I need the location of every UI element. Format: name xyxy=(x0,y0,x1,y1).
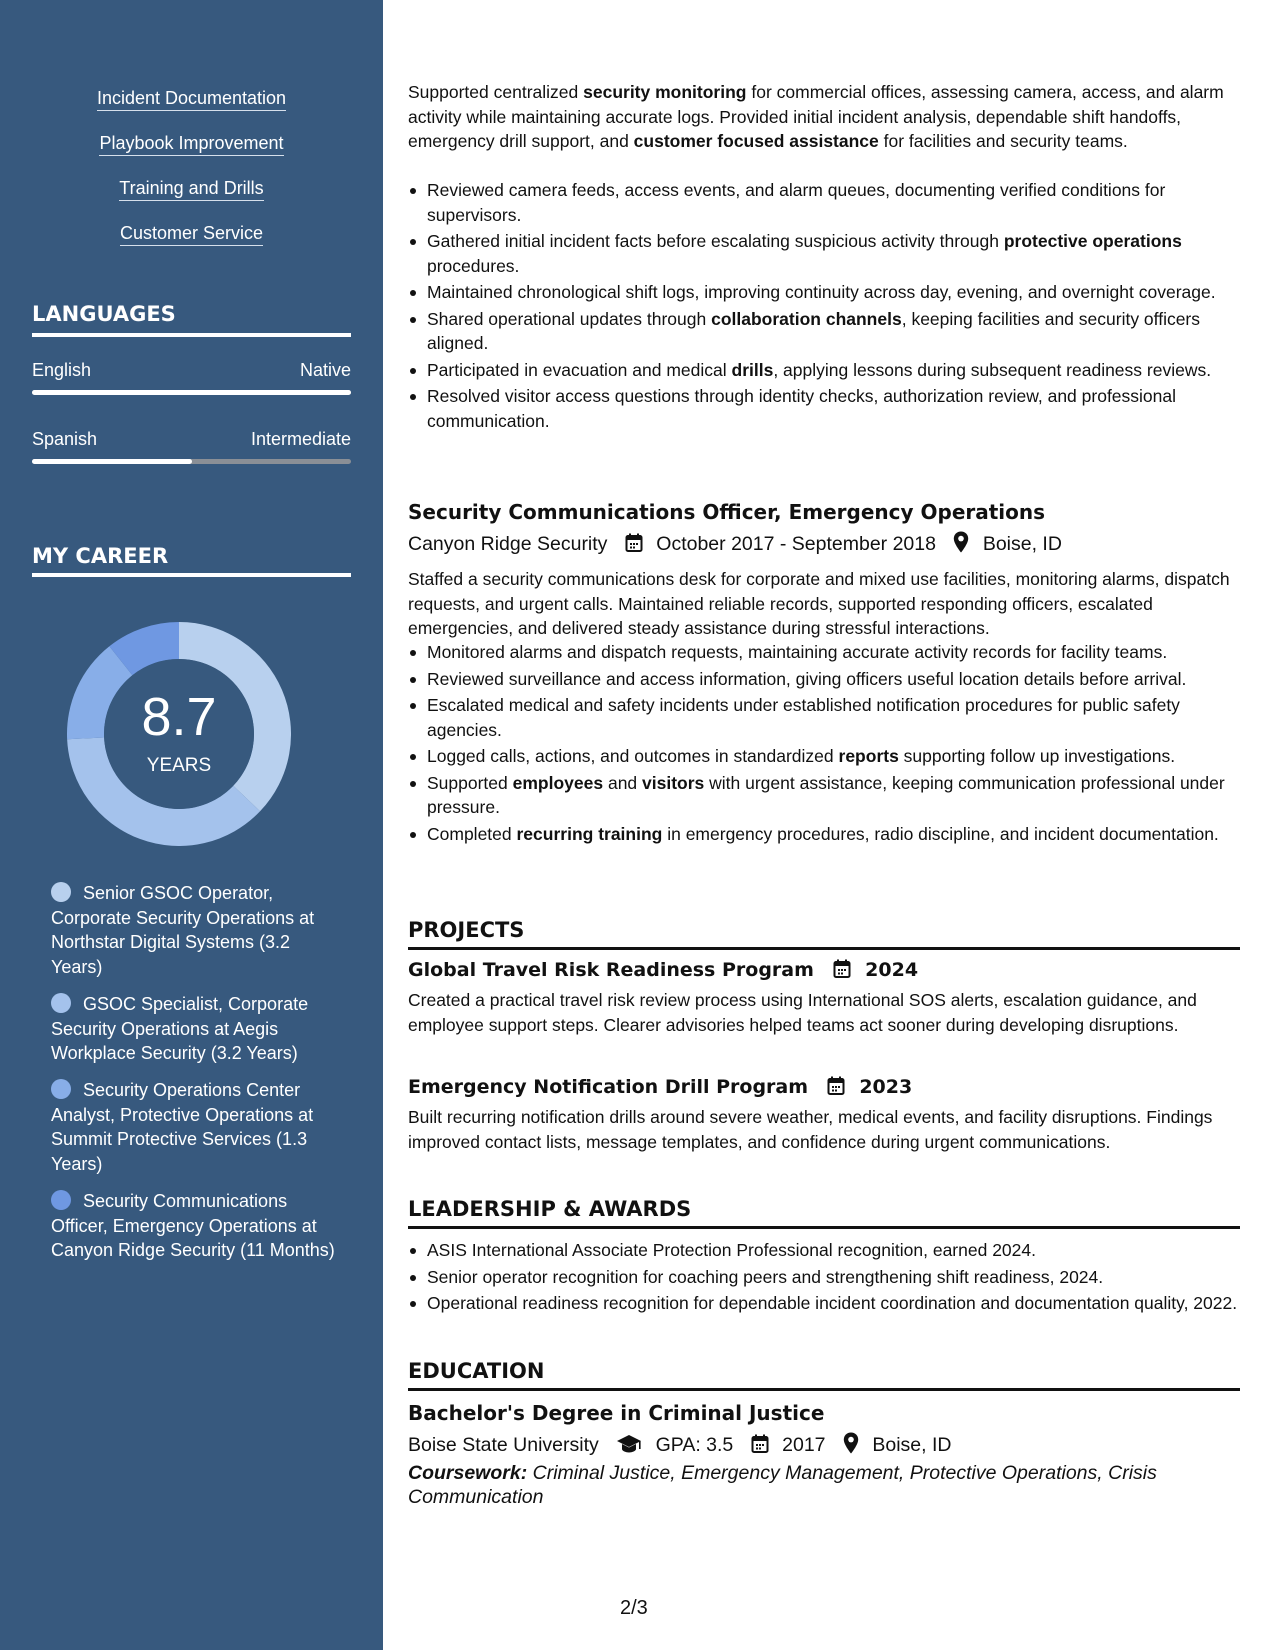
coursework-label: Coursework: xyxy=(408,1462,528,1484)
bullet-item: Escalated medical and safety incidents under established notification procedures for public safety agencies. xyxy=(408,693,1240,742)
career-item-text: GSOC Specialist, Corporate Security Operations at Aegis Workplace Security (3.2 Years) xyxy=(51,994,309,1063)
page-number: 2/3 xyxy=(620,1597,648,1619)
job-dates: October 2017 - September 2018 xyxy=(656,533,936,555)
leadership-heading: LEADERSHIP & AWARDS xyxy=(408,1197,692,1221)
career-heading: MY CAREER xyxy=(32,544,169,568)
bullet-item: Resolved visitor access questions through identity checks, authorization review, and professional communication. xyxy=(408,384,1240,433)
career-legend-dot xyxy=(51,1079,71,1099)
skill-link[interactable]: Playbook Improvement xyxy=(0,133,383,154)
gpa: GPA: 3.5 xyxy=(655,1434,734,1456)
project-description: Created a practical travel risk review process using International SOS alerts, escalation guidance, and employee support steps. Clearer advisories helped teams act sooner during developing disruptions. xyxy=(408,990,1197,1035)
projects-rule xyxy=(408,947,1240,950)
language-bar xyxy=(32,459,351,464)
leadership-rule xyxy=(408,1226,1240,1229)
coursework xyxy=(408,1461,1240,1509)
language-bar-fill xyxy=(32,390,351,395)
calendar-icon xyxy=(751,1434,769,1454)
languages-heading: LANGUAGES xyxy=(32,302,176,326)
education-location: Boise, ID xyxy=(872,1434,952,1456)
education-meta xyxy=(408,1432,951,1457)
bullet-item: Completed recurring training in emergency procedures, radio discipline, and incident documentation. xyxy=(408,822,1240,847)
bullet-item: Reviewed surveillance and access information, giving officers useful location details before arrival. xyxy=(408,667,1240,692)
career-item-text: Security Operations Center Analyst, Protective Operations at Summit Protective Services (1.3 Years) xyxy=(51,1080,314,1174)
bullet-item: Shared operational updates through collaboration channels, keeping facilities and security officers aligned. xyxy=(408,307,1240,356)
leadership-list xyxy=(408,1238,1240,1318)
bullet-item: Supported employees and visitors with urgent assistance, keeping communication professional under pressure. xyxy=(408,771,1240,820)
education-heading: EDUCATION xyxy=(408,1359,545,1383)
job-summary: Supported centralized security monitoring for commercial offices, assessing camera, access, and alarm activity while maintaining accurate logs. Provided initial incident analysis, dependable shift handoffs, emergency drill support, and customer focused assistance for facilities and security teams. xyxy=(408,82,1224,151)
education-rule xyxy=(408,1388,1240,1391)
language-bar-fill xyxy=(32,459,192,464)
project-title xyxy=(408,959,918,981)
language-level: Intermediate xyxy=(250,429,351,449)
language-row xyxy=(32,429,351,450)
skill-link[interactable]: Customer Service xyxy=(0,223,383,244)
project-name: Emergency Notification Drill Program xyxy=(408,1076,809,1098)
bullet-item: Maintained chronological shift logs, improving continuity across day, evening, and overnight coverage. xyxy=(408,280,1240,305)
bullet-item: Operational readiness recognition for dependable incident coordination and documentation quality, 2022. xyxy=(408,1291,1240,1316)
graduation-year: 2017 xyxy=(782,1434,826,1456)
skill-link[interactable]: Training and Drills xyxy=(0,178,383,199)
project-year: 2024 xyxy=(865,959,919,981)
career-total-unit: YEARS xyxy=(146,755,212,776)
job-summary: Staffed a security communications desk for corporate and mixed use facilities, monitoring alarms, dispatch requests, and urgent calls. Maintained reliable records, supported responding officers, escalated emergencies, and delivered steady assistance during stressful interactions. xyxy=(408,569,1230,638)
career-legend-dot xyxy=(51,1190,71,1210)
language-bar xyxy=(32,390,351,395)
career-legend-dot xyxy=(51,882,71,902)
bullet-item: Senior operator recognition for coaching peers and strengthening shift readiness, 2024. xyxy=(408,1265,1240,1290)
bullet-item: Gathered initial incident facts before escalating suspicious activity through protective operations procedures. xyxy=(408,229,1240,278)
calendar-icon xyxy=(833,959,851,979)
language-level: Native xyxy=(299,360,351,380)
location-pin-icon xyxy=(843,1432,859,1454)
calendar-icon xyxy=(625,533,643,553)
graduation-cap-icon xyxy=(616,1434,642,1454)
career-legend-dot xyxy=(51,993,71,1013)
degree-title: Bachelor's Degree in Criminal Justice xyxy=(408,1401,825,1425)
bullet-item: Participated in evacuation and medical drills, applying lessons during subsequent readiness reviews. xyxy=(408,358,1240,383)
bullet-item: Reviewed camera feeds, access events, and alarm queues, documenting verified conditions for supervisors. xyxy=(408,178,1240,227)
school-name: Boise State University xyxy=(408,1434,599,1456)
languages-rule xyxy=(32,333,351,337)
project-name: Global Travel Risk Readiness Program xyxy=(408,959,814,981)
career-item-text: Senior GSOC Operator, Corporate Security Operations at Northstar Digital Systems (3.2 Years) xyxy=(51,883,315,977)
language-name: Spanish xyxy=(32,429,98,449)
coursework-list: Criminal Justice, Emergency Management, Protective Operations, Crisis Communication xyxy=(408,1462,1157,1508)
career-item xyxy=(51,881,336,979)
job-location: Boise, ID xyxy=(982,533,1062,555)
career-item-text: Security Communications Officer, Emergency Operations at Canyon Ridge Security (11 Months) xyxy=(51,1191,335,1260)
project-description: Built recurring notification drills around severe weather, medical events, and facility disruptions. Findings improved contact lists, message templates, and confidence during urgent communications. xyxy=(408,1107,1213,1152)
bullet-item: Logged calls, actions, and outcomes in standardized reports supporting follow up investigations. xyxy=(408,744,1240,769)
project-title xyxy=(408,1076,912,1098)
project-year: 2023 xyxy=(859,1076,913,1098)
job-bullet-list xyxy=(408,178,1240,435)
sidebar xyxy=(0,0,383,1650)
projects-heading: PROJECTS xyxy=(408,918,525,942)
career-item xyxy=(51,1078,336,1176)
career-item xyxy=(51,992,336,1066)
calendar-icon xyxy=(827,1076,845,1096)
bullet-item: ASIS International Associate Protection Professional recognition, earned 2024. xyxy=(408,1238,1240,1263)
career-total-value: 8.7 xyxy=(141,687,217,747)
job-meta xyxy=(408,531,1062,556)
career-rule xyxy=(32,573,351,577)
company-name: Canyon Ridge Security xyxy=(408,533,608,555)
skill-link[interactable]: Incident Documentation xyxy=(0,88,383,109)
language-name: English xyxy=(32,360,92,380)
language-row xyxy=(32,360,351,381)
job-bullet-list xyxy=(408,640,1240,848)
bullet-item: Monitored alarms and dispatch requests, maintaining accurate activity records for facility teams. xyxy=(408,640,1240,665)
career-item xyxy=(51,1189,336,1263)
job-title: Security Communications Officer, Emergency Operations xyxy=(408,500,1046,524)
location-pin-icon xyxy=(953,531,969,553)
